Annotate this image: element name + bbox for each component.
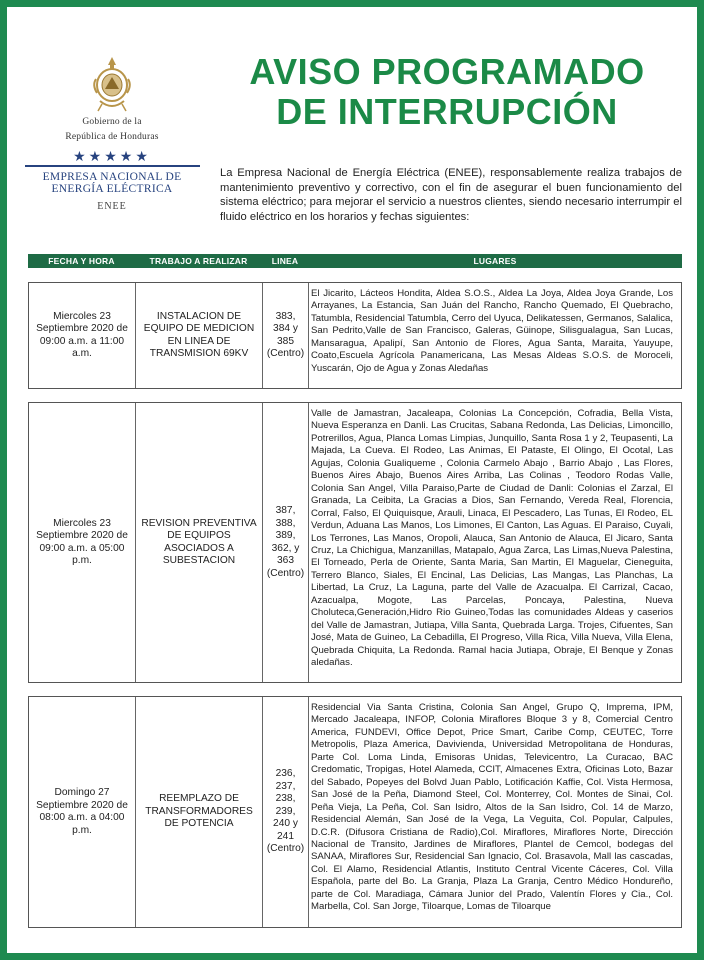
table-row (28, 402, 682, 683)
table-header (28, 254, 682, 268)
row-line: 387, 388, 389, 362, y 363 (Centro) (263, 403, 309, 682)
intro-paragraph: La Empresa Nacional de Energía Eléctrica (ENEE), responsablemente realiza trabajos de mantenimiento preventivo y correctivo, con el fin de asegurar el buen funcionamiento del sistema eléctrico; para mejorar el servicio a nuestros clientes, siendo necesario interrumpir el fluido eléctrico en los horarios y fechas siguientes: (220, 167, 682, 223)
row-date: Domingo 27 Septiembre 2020 de 08:00 a.m. a 04:00 p.m. (29, 697, 136, 927)
row-work: REEMPLAZO DE TRANSFORMADORES DE POTENCIA (136, 697, 263, 927)
title-line-2: DE INTERRUPCIÓN (276, 91, 618, 132)
government-line-2: República de Honduras (65, 132, 159, 142)
enee-acronym: ENEE (97, 201, 127, 212)
enee-name-line-2: ENERGÍA ELÉCTRICA (51, 183, 173, 195)
table-row (28, 696, 682, 928)
row-line: 236, 237, 238, 239, 240 y 241 (Centro) (263, 697, 309, 927)
table-row (28, 282, 682, 389)
row-date: Miercoles 23 Septiembre 2020 de 09:00 a.m. a 05:00 p.m. (29, 403, 136, 682)
row-places: El Jicarito, Lácteos Hondita, Aldea S.O.S., Aldea La Joya, Aldea Joya Grande, Los Arrayanes, La Estancia, San Juán del Rancho, Rancho Quemado, El Quebracho, Tatumbla, Residencial Tatumbla, Cerro del Uyuca, Delikatessen, Germanos, Salalica, San Pedrito,Valle de San Francisco, Galeras, Güinope, Silisgualagua, San Lucas, Mansaragua, Apalipí, San Antonio de Flores, Agua Santa, Maraita, Yauyupe, Coato,Escuela Agrícola Panamericana, Las Mesas Aldeas S.O.S. de Moroceli, Yuscarán, Ojo de Agua y Zonas Aledañas (311, 288, 673, 374)
honduras-seal-icon (90, 55, 134, 113)
page-title (212, 52, 682, 132)
header-work: TRABAJO A REALIZAR (149, 256, 248, 266)
row-work: INSTALACION DE EQUIPO DE MEDICION EN LINEA DE TRANSMISION 69KV (136, 283, 263, 388)
logo-divider (25, 165, 200, 167)
government-line-1: Gobierno de la (82, 117, 142, 127)
row-work: REVISION PREVENTIVA DE EQUIPOS ASOCIADOS A SUBESTACION (136, 403, 263, 682)
stars-icon: ★★★★★ (73, 148, 151, 164)
row-date: Miercoles 23 Septiembre 2020 de 09:00 a.m. a 11:00 a.m. (29, 283, 136, 388)
header-places: LUGARES (473, 256, 517, 266)
row-places: Valle de Jamastran, Jacaleapa, Colonias La Concepción, Cofradia, Bella Vista, Nueva Esperanza en Danli. Las Crucitas, Sabana Redonda, Las Delicias, Limoncillo, Potrerillos, Agua, Planca Lomas Limpias, Junquillo, Santa Rosa 1 y 2, Teupasenti, La Majada, La Cueva. El Rodeo, Las Animas, El Pataste, El Olingo, El Ocotal, Las Agujas, Colonia Gualiqueme , Colonia Carmelo Abajo , Barrio Abajo , Las Flores, Buenos Aires Abajo, Buenos Aires Arriba, Las Colinas , Teodoro Rodas Valle, Colonia San Angel, Villa Paraiso,Parte de Ciudad de Danli: Colonias el Zarzal, El Granada, La Ceibita, La Gracias a Dios, San Fernando, Vereda Real, Florencia, Corral, Falso, El Quiquisque, Arauli, Linaca, El Pescadero, Las Tunas, El Rodeo, EL Verdun, Aduana Las Manos, Los Limones, El Canton, Las Aguas. El Paraiso, Cuyali, Los Terrones, Las Manos, Oropoli, Alauca, San Antonio de Alauca, El Jicaro, Santa Cruz, La Chichigua, Manzanillas, Matapalo, Agua Zarca, Las Limas,Nueva Palestina, El Torneado, Perla de Oriente, Santa Maria, San Martin, El Maguelar, Cieneguita, Terrero Blanco, Siales, El Encinal, Las Delicias, Las Mangas, Las Planchas, La Libertad, La Cruz, La Laguna, parte del Valle de Azacualpa. El Carrizal, Cacao, Azacualpa, Mogote, Las Parcelas, Poncaya, Palestina, Nueva Choluteca,Generación,Hidro Rio Guineo,Todas las comunidades Aldeas y caserios del Valle de Jamastran, Jutiapa, Villa Santa, Quebrada Larga. Trojes, Cifuentes, San José, Mata de Guineo, La Cebadilla, El Progreso, Villa Rica, Villa Nueva, Villa Elena, Quebrada Chiquita, La Redonda. Ramal hacia Jutiapa, Obraje, El Benque y Zonas aledañas. (311, 408, 673, 669)
title-line-1: AVISO PROGRAMADO (249, 51, 645, 92)
row-line: 383, 384 y 385 (Centro) (263, 283, 309, 388)
row-places: Residencial Via Santa Cristina, Colonia San Angel, Grupo Q, Imprema, IPM, Mercado Jacaleapa, INFOP, Colonia Miraflores Bloque 3 y 8, Comercial Centro America, FUNDEVI, Office Depot, Price Smart, Caribe Comp, CEUTEC, Torre Metropolis, Plaza America, Davivienda, Universidad Metropolitana de Honduras, Parte Col. Loma Linda, Emisoras Unidas, Televicentro, La Curacao, BAC Credomatic, Tropigas, Hotel Alameda, CCIT, Almacenes Extra, Oficinas Loto, Bazar del Sabado, Popeyes del Bolvd Juan Pablo, Lotificación Kaffie, Col. Vista Hermosa, San José de la Peña, Diamond Steel, Col. Monterrey, Col. Montes de Sinai, Col. Peña Vieja, La Peña, Col. San Isidro, Altos de la San Isidro, Col. 14 de Marzo, Residencial Alemán, San José de la Vega, La Veguita, Col. Popular, Calpules, D.C.R. (Difusora Cristiana de Radio),Col. Miraflores, Miraflores Norte, Dirección Nacional de Transito, Jardines de Miraflores, Plantel de Cemcol, bodegas del SANAA, Miraflores Sur, Residencial San Ignacio, Col. Brasavola, Mall las cascadas, Col. El Alamo, Residencial Atlantis, Instituto Central Vicente Cáceres, Col. Villa Española, parte del Bo. La Granja, Plaza La Granja, Centro Médico Hondureño, parte de Col. Maradiaga, Cámara Junior del Prado, Valentín Flores y Cia., Col. Marbella, Col. San Jorge, Tiloarque, Lomas de Tiloarque (311, 702, 673, 913)
enee-logo (22, 55, 202, 212)
enee-name-line-1: EMPRESA NACIONAL DE (42, 171, 182, 183)
header-date: FECHA Y HORA (48, 256, 115, 266)
header-line: LINEA (271, 256, 299, 266)
